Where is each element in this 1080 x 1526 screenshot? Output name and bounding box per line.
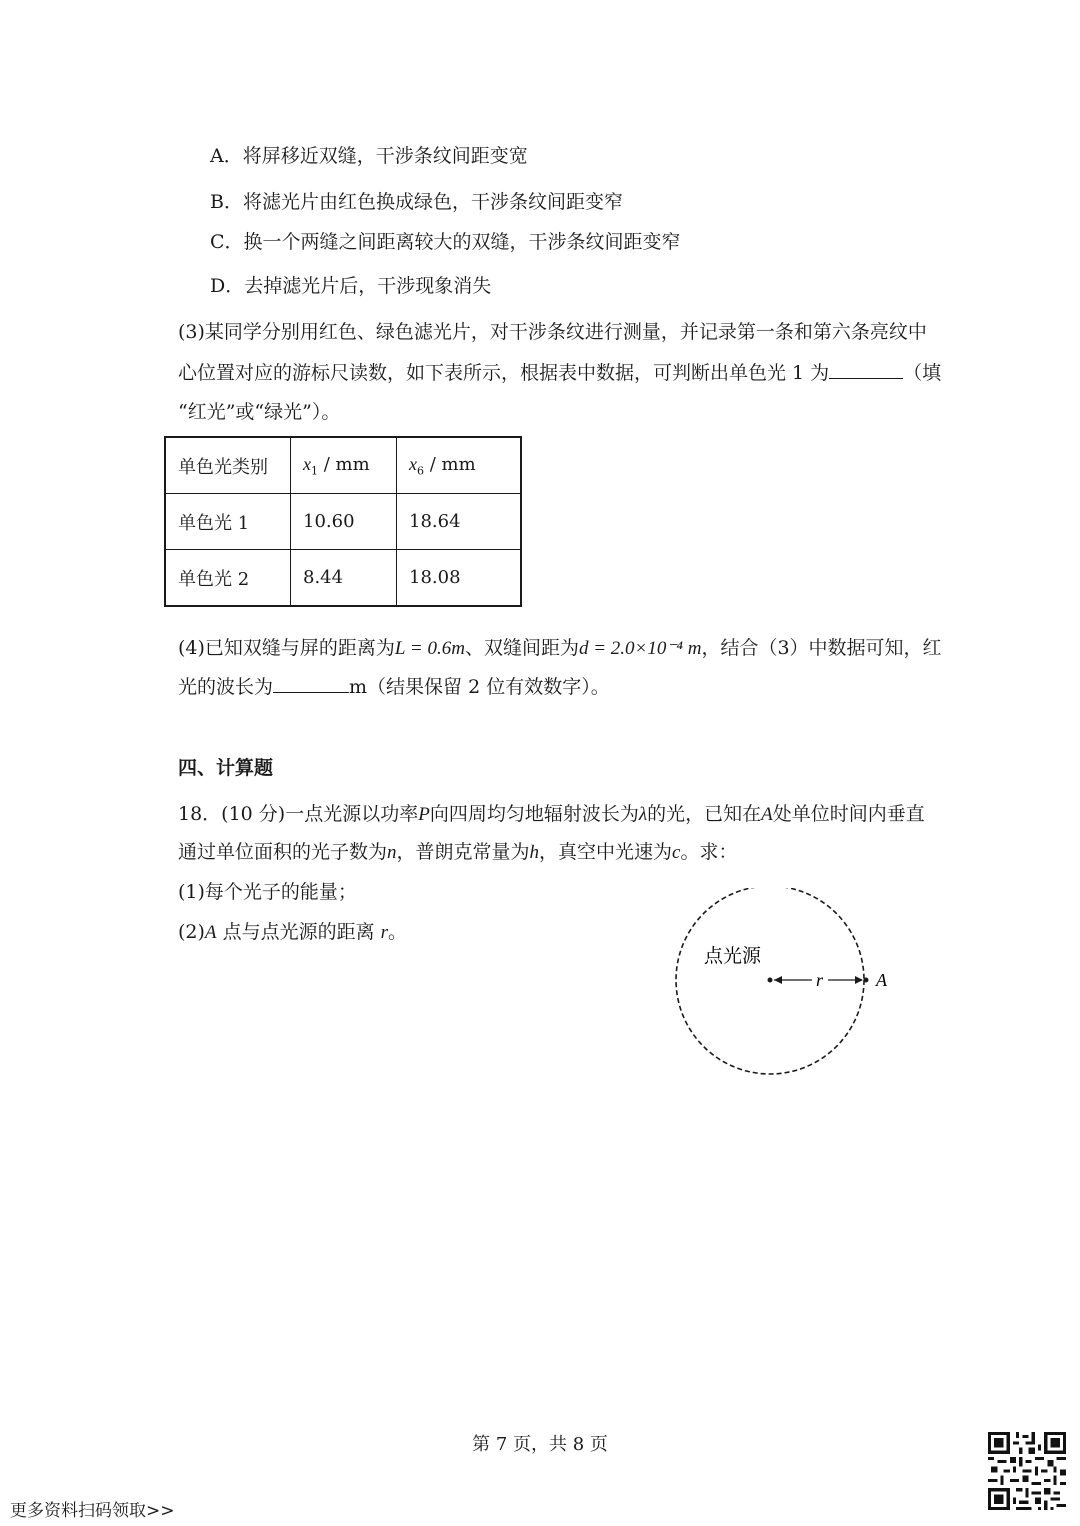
q18-line2 — [178, 840, 738, 865]
row-label: 单色光 1 — [165, 494, 291, 550]
option-d: D．去掉滤光片后，干涉现象消失 — [210, 275, 492, 297]
page-number: 第 7 页，共 8 页 — [472, 1434, 608, 1455]
q18-text: 通过单位面积的光子数为 — [178, 841, 388, 863]
more-resources-link[interactable]: 更多资料扫码领取>> — [10, 1501, 175, 1521]
var-lambda: λ — [638, 804, 648, 825]
arrow-right-icon — [855, 976, 863, 984]
q4-text-a: (4)已知双缝与屏的距离为 — [178, 637, 395, 659]
x6-sub: 6 — [417, 464, 424, 478]
q4-text-e: m（结果保留 2 位有效数字）。 — [349, 676, 610, 698]
var-c: c — [672, 842, 681, 863]
q4-d: d = 2.0×10⁻⁴ m — [578, 638, 702, 659]
row-x6: 18.08 — [397, 550, 522, 607]
row-x1: 10.60 — [291, 494, 397, 550]
row-label: 单色光 2 — [165, 550, 291, 607]
table-header-row — [165, 437, 521, 494]
x1-sub: 1 — [311, 464, 318, 478]
var-r: r — [380, 922, 389, 943]
q18-text: ，真空中光速为 — [539, 841, 673, 863]
q3-line2-text: 心位置对应的游标尺读数，如下表所示，根据表中数据，可判断出单色光 1 为 — [178, 362, 830, 384]
var-P: P — [418, 804, 430, 825]
q18-text: 处单位时间内垂直 — [772, 803, 925, 825]
point-source-diagram — [670, 888, 900, 1078]
option-a: A．将屏移近双缝，干涉条纹间距变宽 — [210, 145, 528, 167]
point-a-marker — [864, 978, 869, 983]
table-row — [165, 494, 521, 550]
section-heading: 四、计算题 — [178, 757, 274, 779]
q4-text-b: 、双缝间距为 — [464, 637, 579, 659]
q18-line1 — [178, 802, 925, 827]
q18-text: ，普朗克常量为 — [396, 841, 530, 863]
var-A: A — [761, 804, 773, 825]
q3-line2 — [178, 360, 941, 385]
q18-text: 点与点光源的距离 — [216, 921, 381, 943]
option-c: C．换一个两缝之间距离较大的双缝，干涉条纹间距变窄 — [210, 231, 681, 253]
var-h: h — [529, 842, 540, 863]
qr-code-icon[interactable] — [988, 1432, 1066, 1510]
q4-L: L = 0.6m — [394, 638, 465, 659]
point-a-label: A — [876, 970, 887, 990]
q18-sub1: (1)每个光子的能量； — [178, 881, 357, 903]
row-x6: 18.64 — [397, 494, 522, 550]
q18-text: 的光，已知在 — [647, 803, 762, 825]
var-A: A — [204, 922, 217, 943]
q18-sub2 — [178, 920, 407, 945]
q18-text: (2) — [178, 921, 205, 943]
x6-unit: / mm — [424, 453, 476, 475]
measurement-table — [164, 436, 522, 607]
source-point — [768, 978, 773, 983]
q18-text: 向四周均匀地辐射波长为 — [429, 803, 639, 825]
q18-text: 18．(10 分)一点光源以功率 — [178, 803, 419, 825]
source-label: 点光源 — [704, 945, 762, 967]
header-cell-category: 单色光类别 — [165, 437, 291, 494]
header-cell-x6 — [397, 437, 522, 494]
row-x1: 8.44 — [291, 550, 397, 607]
option-b: B．将滤光片由红色换成绿色，干涉条纹间距变窄 — [210, 191, 623, 213]
q18-text: 。 — [388, 921, 408, 943]
q4-line1 — [178, 636, 942, 661]
x1-var: x — [303, 453, 311, 474]
q3-line3: “红光”或“绿光”）。 — [178, 401, 341, 423]
q3-line2-end: （填 — [903, 362, 942, 384]
q18-text: 。求： — [680, 841, 738, 863]
q4-line2 — [178, 674, 610, 699]
x6-var: x — [409, 453, 417, 474]
x1-unit: / mm — [318, 453, 370, 475]
q3-line1: (3)某同学分别用红色、绿色滤光片，对干涉条纹进行测量，并记录第一条和第六条亮纹中 — [178, 321, 927, 343]
arrow-left-icon — [774, 976, 782, 984]
var-n: n — [387, 842, 397, 863]
table-row — [165, 550, 521, 607]
q4-text-c: ，结合（3）中数据可知，红 — [701, 637, 942, 659]
answer-blank-q3 — [829, 360, 903, 379]
q4-text-d: 光的波长为 — [178, 676, 274, 698]
header-cell-x1 — [291, 437, 397, 494]
radius-label: r — [816, 970, 824, 990]
answer-blank-q4 — [273, 674, 349, 693]
